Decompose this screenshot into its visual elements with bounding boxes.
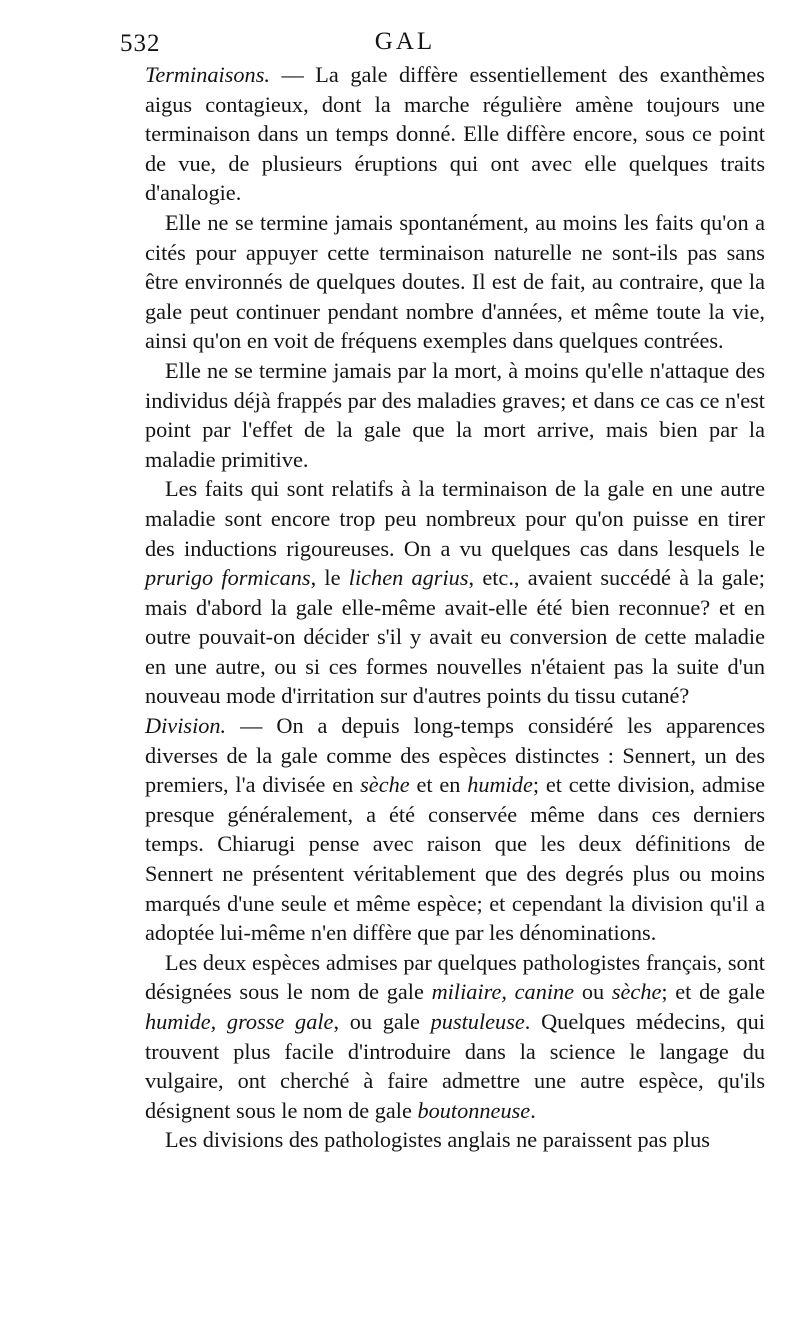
text-run: Les divisions des pathologistes anglais ne paraissent pas plus bbox=[165, 1127, 710, 1153]
paragraph-text bbox=[145, 210, 765, 353]
text-run: — On a depuis long-temps considéré les apparences diverses de la gale comme des espèces distinctes : Sennert, un des premiers, l'a divisée en bbox=[145, 713, 765, 798]
paragraph-terminaisons bbox=[145, 60, 765, 208]
paragraph-english-divisions bbox=[145, 1125, 765, 1155]
paragraph-spontaneous bbox=[145, 208, 765, 356]
italic-term: humide bbox=[467, 772, 533, 798]
text-run: , le bbox=[310, 565, 349, 591]
italic-term: boutonneuse bbox=[417, 1097, 531, 1123]
text-run: ; et cette division, admise presque généralement, a été conservée même dans ces derniers temps. Chiarugi pense avec raison que les deux définitions de Sennert ne présentent véritablement que des degrés plus ou moins marqués d'une seule et même espèce; et cependant la division qu'il a adoptée lui-même n'en diffère que par les dénominations. bbox=[145, 772, 766, 946]
section-lead-terminaisons: Terminaisons. bbox=[145, 62, 270, 87]
text-run: , etc., avaient succédé à la gale; mais d'abord la gale elle-même avait-elle été bien reconnue? et en outre pouvait-on décider s'il y avait eu conversion de cette maladie en une autre, ou si ces formes nouvelles n'étaient pas la suite d'un nouveau mode d'irritation sur d'autres points du tissu cutané? bbox=[145, 565, 765, 709]
paragraph-text bbox=[145, 713, 765, 945]
italic-term: miliaire, canine bbox=[431, 979, 575, 1005]
italic-term: prurigo formicans bbox=[145, 565, 311, 591]
italic-term: sèche bbox=[360, 772, 410, 798]
running-title: GAL bbox=[374, 28, 436, 55]
text-run: , ou gale bbox=[333, 1009, 431, 1034]
text-run: . Quelques médecins, qui trouvent plus facile d'introduire dans la science le langage du vulgaire, ont cherché à faire admettre une autre espèce, qu'ils désignent sous le nom de gale bbox=[145, 1009, 766, 1123]
paragraph-text bbox=[145, 950, 765, 1123]
page-number: 532 bbox=[120, 30, 161, 57]
italic-term: lichen agrius bbox=[348, 565, 469, 591]
paragraph-french-species bbox=[145, 948, 765, 1126]
text-run: Elle ne se termine jamais spontanément, au moins les faits qu'on a cités pour appuyer cette terminaison naturelle ne sont-ils pas sans être environnés de quelques doutes. Il est de fait, au contraire, que la gale peut continuer pendant nombre d'années, et même toute la vie, ainsi qu'on en voit de fréquens exemples dans quelques contrées. bbox=[145, 209, 765, 354]
paragraph-text bbox=[145, 358, 765, 472]
paragraph-division bbox=[145, 711, 765, 948]
text-run: — La gale diffère essentiellement des exanthèmes aigus contagieux, dont la marche régulière amène toujours une terminaison dans un temps donné. Elle diffère encore, sous ce point de vue, de plusieurs éruptions qui ont avec elle quelques traits d'analogie. bbox=[145, 62, 765, 206]
text-run: ; et de gale bbox=[661, 979, 765, 1005]
text-run: Les deux espèces admises par quelques pathologistes français, sont désignées sous le nom de gale bbox=[145, 949, 765, 1005]
text-run: et en bbox=[409, 772, 468, 798]
paragraph-death bbox=[145, 356, 765, 474]
text-run: Elle ne se termine jamais par la mort, à moins qu'elle n'attaque des individus déjà frappés par des maladies graves; et dans ce cas ce n'est point par l'effet de la gale que la mort arrive, mais bien par la maladie primitive. bbox=[145, 357, 765, 472]
italic-term: sèche bbox=[611, 979, 662, 1005]
text-run: ou bbox=[574, 979, 612, 1005]
body-text bbox=[145, 60, 765, 1155]
italic-term: humide, grosse gale bbox=[145, 1009, 334, 1034]
paragraph-text bbox=[145, 476, 765, 708]
text-run: Les faits qui sont relatifs à la terminaison de la gale en une autre maladie sont encore trop peu nombreux pour qu'on puisse en tirer des inductions rigoureuses. On a vu quelques cas dans lesquels le bbox=[145, 476, 765, 561]
paragraph-conversion bbox=[145, 474, 765, 711]
italic-term: pustuleuse bbox=[430, 1009, 525, 1034]
paragraph-text bbox=[165, 1127, 710, 1152]
section-lead-division: Division. bbox=[145, 713, 227, 739]
text-run: . bbox=[530, 1097, 536, 1123]
